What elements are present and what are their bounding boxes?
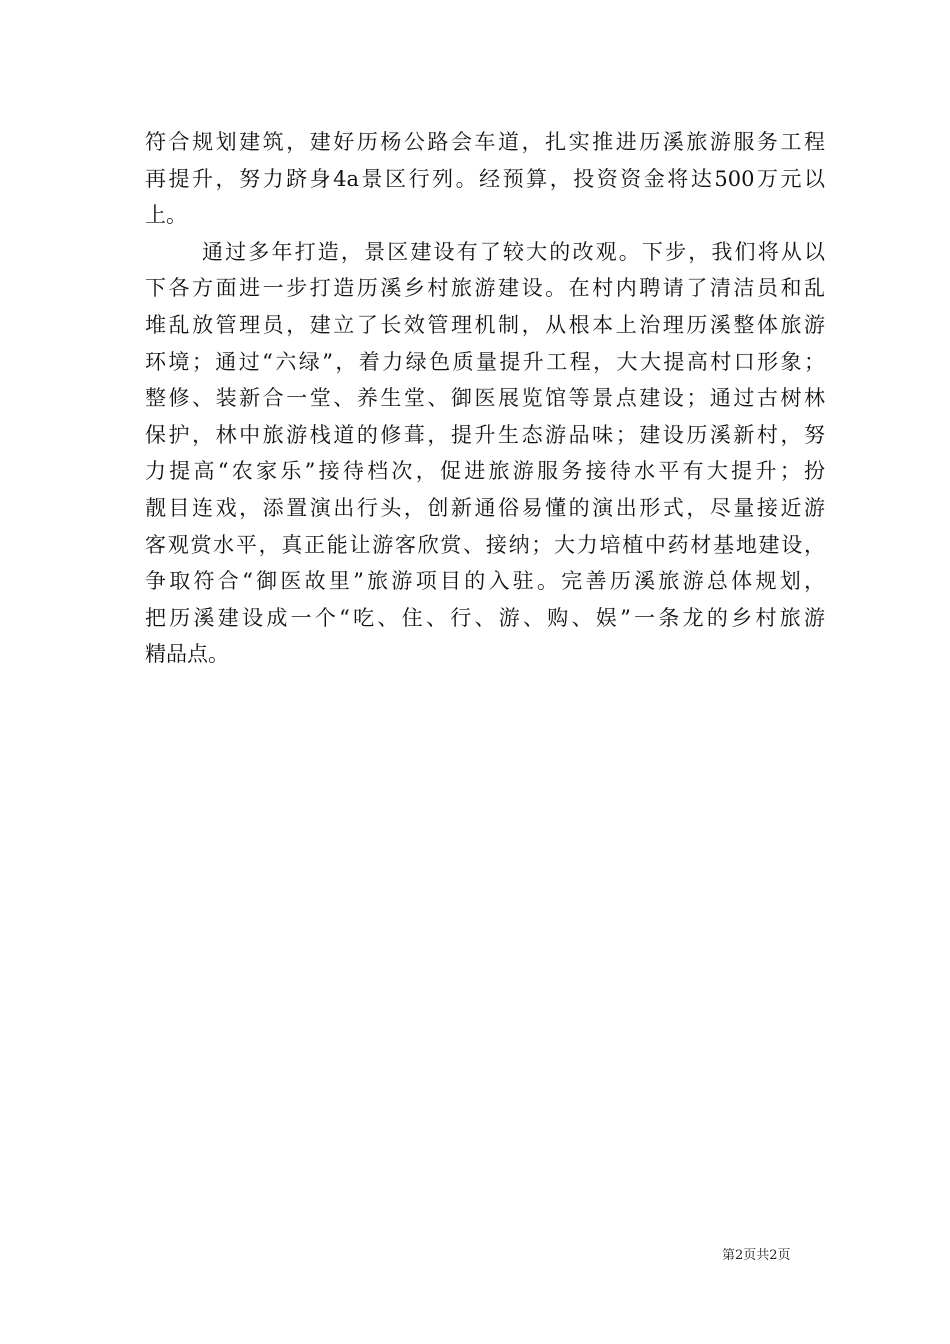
paragraph-2-line-5: 整修、装新合一堂、养生堂、御医展览馆等景点建设；通过古树林 xyxy=(145,386,825,411)
paragraph-1-line-2: 再提升，努力跻身4a景区行列。经预算，投资资金将达500万元以 xyxy=(145,166,825,191)
paragraph-2-line-8: 靓目连戏，添置演出行头，创新通俗易懂的演出形式，尽量接近游 xyxy=(145,495,825,520)
paragraph-2-line-11: 把历溪建设成一个“吃、住、行、游、购、娱”一条龙的乡村旅游 xyxy=(145,605,825,630)
paragraph-1-line-3: 上。 xyxy=(145,203,187,228)
page-number-footer: 第2页共2页 xyxy=(722,1248,791,1263)
paragraph-2-line-10: 争取符合“御医故里”旅游项目的入驻。完善历溪旅游总体规划， xyxy=(145,569,825,594)
paragraph-2-line-6: 保护，林中旅游栈道的修葺，提升生态游品味；建设历溪新村，努 xyxy=(145,422,825,447)
paragraph-2-line-4: 环境；通过“六绿”，着力绿色质量提升工程，大大提高村口形象； xyxy=(145,349,825,374)
paragraph-2-line-12: 精品点。 xyxy=(145,642,229,667)
paragraph-2-line-2: 下各方面进一步打造历溪乡村旅游建设。在村内聘请了清洁员和乱 xyxy=(145,276,825,301)
paragraph-2-line-7: 力提高“农家乐”接待档次，促进旅游服务接待水平有大提升；扮 xyxy=(145,459,825,484)
paragraph-2-line-9: 客观赏水平，真正能让游客欣赏、接纳；大力培植中药材基地建设， xyxy=(145,532,825,557)
paragraph-1-line-1: 符合规划建筑，建好历杨公路会车道，扎实推进历溪旅游服务工程 xyxy=(145,130,825,154)
paragraph-2-line-1: 通过多年打造，景区建设有了较大的改观。下步，我们将从以 xyxy=(202,239,825,264)
body-text xyxy=(145,124,825,673)
paragraph-2-line-3: 堆乱放管理员，建立了长效管理机制，从根本上治理历溪整体旅游 xyxy=(145,312,825,337)
